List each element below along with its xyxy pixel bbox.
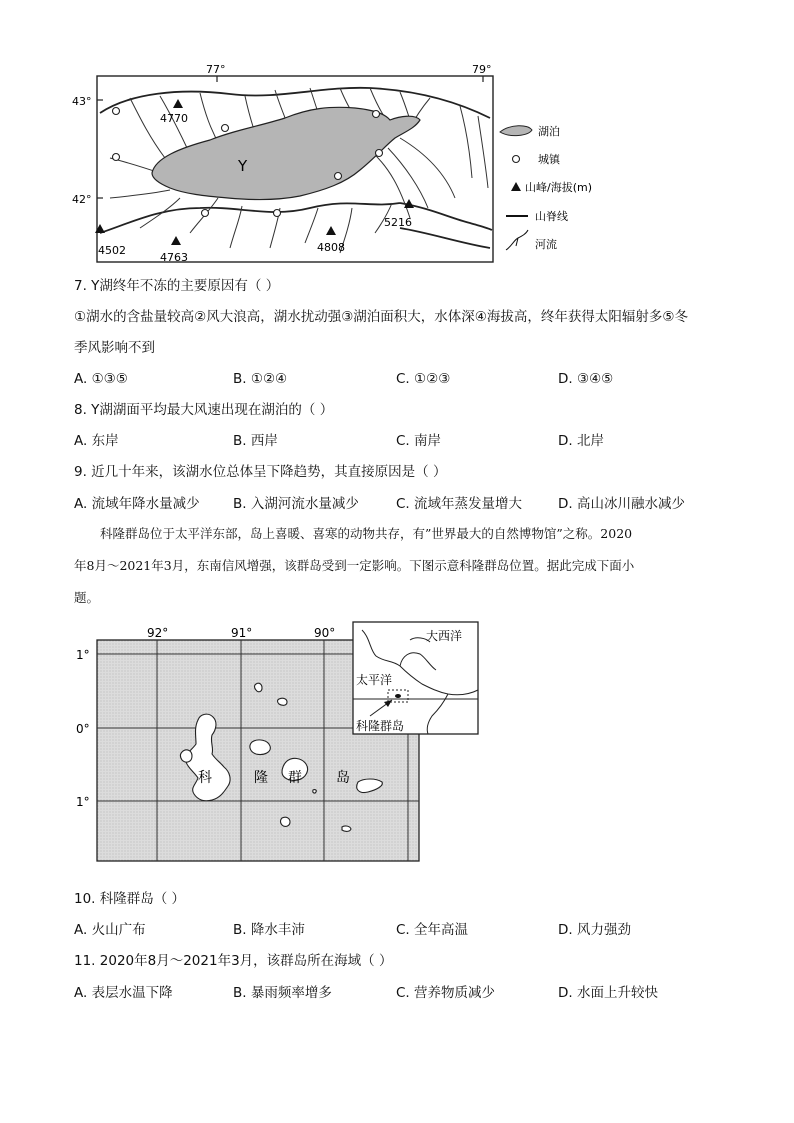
inset-map (353, 622, 478, 734)
passage-line-1: 科隆群岛位于太平洋东部，岛上喜暖、喜寒的动物共存，有”世界最大的自然博物馆”之称。2020 (100, 526, 633, 541)
town-marker (274, 210, 281, 217)
peak-label-5216: 5216 (384, 216, 412, 229)
island-marchena (278, 698, 288, 705)
town-marker (113, 108, 120, 115)
q10-option-b[interactable]: B. 降水丰沛 (233, 922, 305, 938)
q7-option-a[interactable]: A. ①③⑤ (74, 371, 128, 387)
lat-label-1n: 1° (76, 648, 90, 662)
q7-stem: 7. Y湖终年不冻的主要原因有（ ） (74, 278, 280, 294)
passage-line-2: 年8月～2021年3月，东南信风增强，该群岛受到一定影响。下图示意科隆群岛位置。据此完成下面小 (74, 558, 635, 573)
q9-option-a[interactable]: A. 流域年降水量减少 (74, 496, 200, 512)
lat-label-0: 0° (76, 722, 90, 736)
legend-ridge-label: 山脊线 (535, 210, 568, 223)
galapagos-map (70, 622, 482, 864)
q7-items-line1: ①湖水的含盐量较高②风大浪高，湖水扰动强③湖泊面积大，水体深④海拔高，终年获得太阳辐射多⑤冬 (74, 309, 689, 325)
peak-label-4763: 4763 (160, 251, 188, 264)
island-santiago (250, 740, 270, 755)
q9-option-b[interactable]: B. 入湖河流水量减少 (233, 496, 359, 512)
lon-label-91: 91° (231, 626, 253, 640)
legend-lake-swatch (500, 126, 532, 136)
q11-stem: 11. 2020年8月～2021年3月，该群岛所在海域（ ） (74, 953, 393, 969)
lon-label-77: 77° (206, 63, 226, 76)
q8-option-a[interactable]: A. 东岸 (74, 433, 119, 449)
legend-river-symbol (506, 230, 528, 250)
q8-option-c[interactable]: C. 南岸 (396, 433, 442, 449)
q11-option-a[interactable]: A. 表层水温下降 (74, 985, 173, 1001)
peak-label-4808: 4808 (317, 241, 345, 254)
q10-stem: 10. 科隆群岛（ ） (74, 891, 186, 907)
island-fernandina (181, 750, 193, 762)
lat-label-43: 43° (72, 95, 92, 108)
inset-pacific-label: 太平洋 (356, 673, 393, 687)
q11-option-c[interactable]: C. 营养物质减少 (396, 985, 496, 1001)
town-marker (376, 150, 383, 157)
q7-option-b[interactable]: B. ①②④ (233, 371, 288, 387)
lake-y-label: Y (238, 157, 248, 175)
lon-label-79: 79° (472, 63, 492, 76)
peak-marker (173, 99, 183, 108)
legend-lake-label: 湖泊 (538, 125, 560, 138)
q7-option-d[interactable]: D. ③④⑤ (558, 371, 614, 387)
town-marker (335, 173, 342, 180)
town-marker (222, 125, 229, 132)
island-name-char-3: 群 (288, 770, 302, 786)
legend-town-symbol (513, 156, 520, 163)
q10-option-d[interactable]: D. 风力强劲 (558, 922, 631, 938)
island-name-char-1: 科 (198, 770, 212, 786)
q9-stem: 9. 近几十年来，该湖水位总体呈下降趋势，其直接原因是（ ） (74, 464, 447, 480)
legend-peak-label: 山峰/海拔(m) (525, 181, 593, 194)
legend-town-label: 城镇 (538, 153, 560, 166)
q8-stem: 8. Y湖湖面平均最大风速出现在湖泊的（ ） (74, 402, 334, 418)
island-name-char-4: 岛 (336, 770, 350, 786)
island-espanola (342, 826, 351, 831)
legend-river-label: 河流 (535, 238, 557, 251)
q8-option-d[interactable]: D. 北岸 (558, 433, 604, 449)
peak-marker (171, 236, 181, 245)
inset-islands-label: 科隆群岛 (356, 719, 405, 733)
peak-marker (326, 226, 336, 235)
island-name-char-2: 隆 (254, 770, 268, 786)
peak-label-4770: 4770 (160, 112, 188, 125)
q10-option-a[interactable]: A. 火山广布 (74, 922, 146, 938)
island-santa-fe (313, 790, 316, 793)
q11-option-b[interactable]: B. 暴雨频率增多 (233, 985, 332, 1001)
lon-label-92: 92° (147, 626, 169, 640)
passage-line-3: 题。 (74, 590, 100, 605)
lat-label-1s: 1° (76, 795, 90, 809)
lat-label-42: 42° (72, 193, 92, 206)
q7-option-c[interactable]: C. ①②③ (396, 371, 451, 387)
island-floreana (281, 817, 291, 826)
q7-items-line2: 季风影响不到 (74, 340, 155, 356)
q11-option-d[interactable]: D. 水面上升较快 (558, 985, 658, 1001)
q9-option-c[interactable]: C. 流域年蒸发量增大 (396, 496, 523, 512)
q8-option-b[interactable]: B. 西岸 (233, 433, 278, 449)
lake-y-map (70, 58, 593, 270)
legend-peak-symbol (511, 182, 521, 191)
town-marker (373, 111, 380, 118)
q9-option-d[interactable]: D. 高山冰川融水减少 (558, 496, 685, 512)
inset-atlantic-label: 大西洋 (426, 629, 463, 643)
town-marker (113, 154, 120, 161)
q10-option-c[interactable]: C. 全年高温 (396, 922, 469, 938)
lon-label-90: 90° (314, 626, 336, 640)
peak-label-4502: 4502 (98, 244, 126, 257)
town-marker (202, 210, 209, 217)
